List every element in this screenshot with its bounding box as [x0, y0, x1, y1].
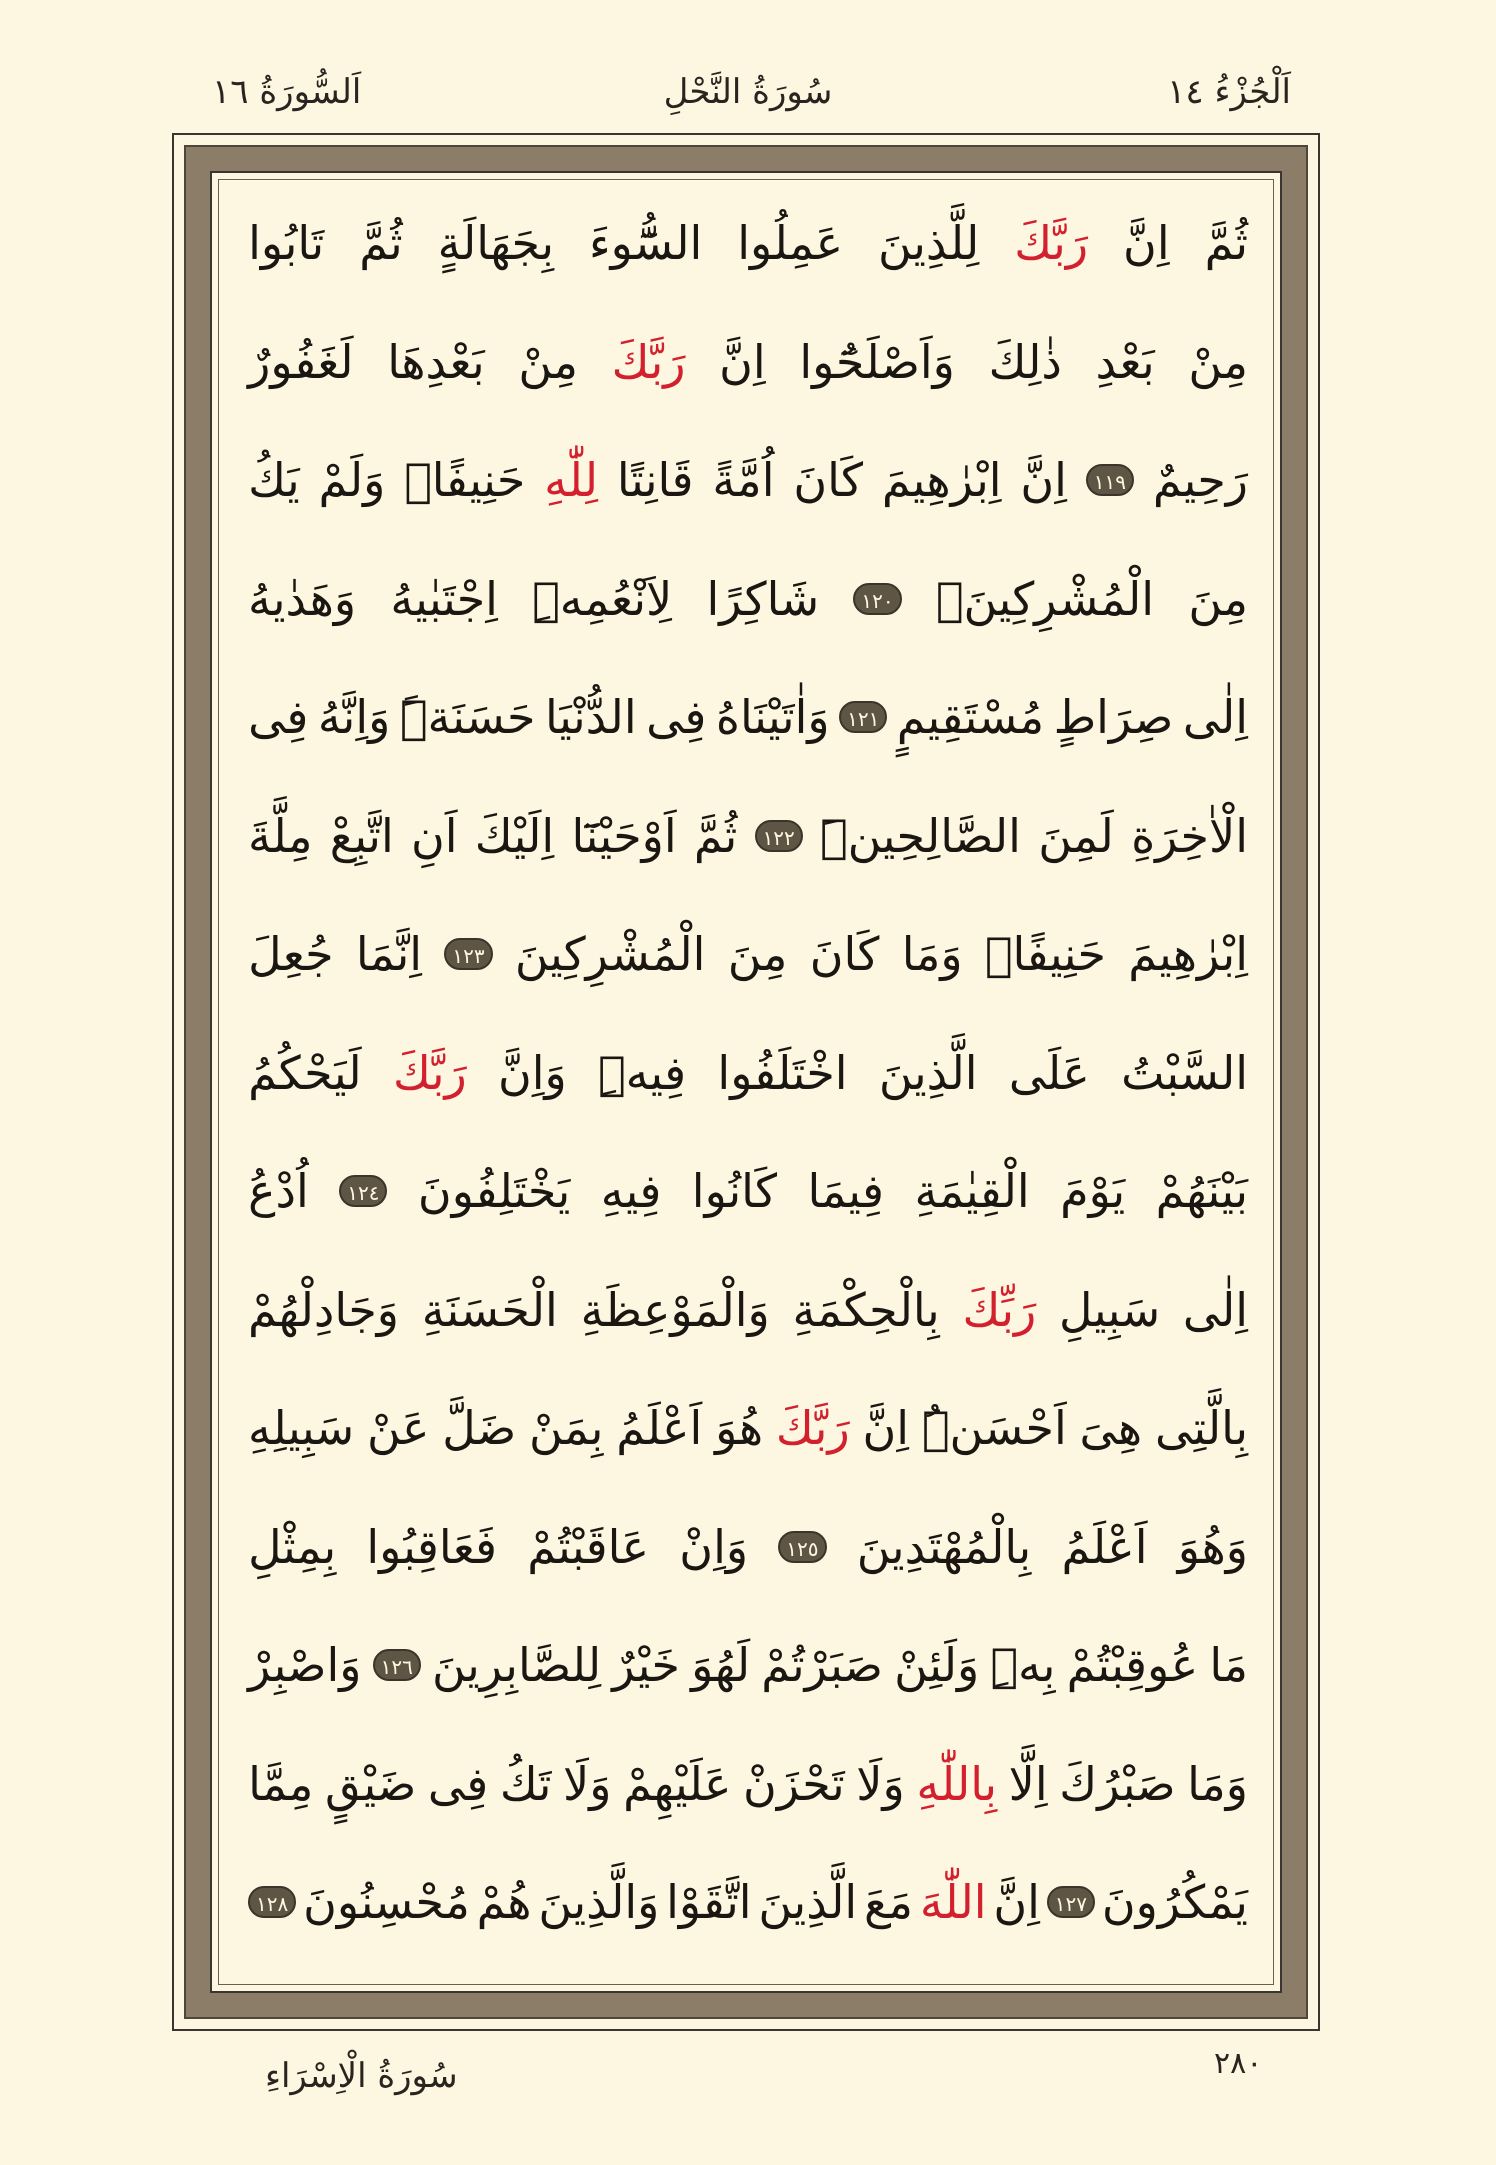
divine-name-word: اللّٰهَ — [919, 1875, 987, 1929]
word: وَلَئِنْ — [894, 1638, 980, 1692]
word: الْاٰخِرَةِ — [1131, 808, 1248, 863]
divine-name-word: رَبَّكَ — [611, 334, 686, 389]
word: ثُمَّ — [1204, 216, 1248, 270]
word: لَيَحْكُمُ — [248, 1045, 362, 1100]
word: وَمَا — [1187, 1756, 1248, 1811]
word: اَوْحَيْنَٓا — [571, 808, 677, 863]
word: تَكُ — [499, 1756, 552, 1811]
divine-name-word: رَبَّكَ — [392, 1045, 467, 1100]
word: وَاٰتَيْنَاهُ — [715, 690, 830, 744]
word: يَخْتَلِفُونَ — [417, 1164, 571, 1218]
word: فِيمَا — [807, 1164, 884, 1218]
text-line — [248, 309, 1248, 415]
word: بِالَّتِى — [1154, 1401, 1248, 1455]
word: لِاَنْعُمِهِۜ — [532, 571, 673, 626]
divine-name-word: رَبِّكَ — [962, 1282, 1037, 1337]
word: ذٰلِكَ — [988, 334, 1062, 389]
word: هِىَ — [1079, 1401, 1143, 1455]
word: الَّذِينَ — [758, 1875, 858, 1929]
word: لِلَّذِينَ — [878, 216, 980, 270]
word: بِمِثْلِ — [248, 1519, 337, 1574]
word: اُمَّةً — [712, 453, 775, 507]
word: فِى — [646, 690, 707, 744]
word: بِهِۜ — [990, 1638, 1056, 1692]
word: سَبِيلِهِ — [248, 1401, 355, 1455]
word: وَمَا — [901, 927, 963, 981]
ayah-number-marker: ١١٩ — [1086, 464, 1134, 496]
word: يَوْمَ — [1060, 1164, 1126, 1218]
word: فِى — [248, 690, 309, 744]
text-line — [248, 1849, 1248, 1955]
surah-number-label: اَلسُّورَةُ ١٦ — [212, 72, 362, 112]
word: عَاقَبْتُمْ — [527, 1519, 650, 1574]
word: مِنَ — [1188, 571, 1248, 626]
word: بِجَهَالَةٍ — [437, 216, 555, 270]
word: يَمْكُرُونَ — [1101, 1875, 1248, 1929]
word: عَنْ — [367, 1401, 430, 1455]
text-line — [248, 901, 1248, 1007]
ayah-number-marker: ١٢٧ — [1047, 1886, 1095, 1918]
ayah-number-marker: ١٢٣ — [444, 938, 492, 970]
word: عُوقِبْتُمْ — [1066, 1638, 1199, 1692]
word: اَعْلَمُ — [1061, 1519, 1148, 1574]
word: اِنَّ — [1123, 216, 1170, 270]
word: اِنَّ — [862, 1401, 910, 1455]
divine-name-word: بِاللّٰهِ — [916, 1756, 998, 1811]
word: مِمَّا — [248, 1756, 314, 1811]
word: اَعْلَمُ — [616, 1401, 703, 1455]
word: السَّبْتُ — [1121, 1045, 1248, 1100]
text-line — [248, 664, 1248, 770]
word: عَمِلُوا — [737, 216, 844, 270]
word: كَانَ — [793, 453, 864, 507]
word: اتَّبِعْ — [329, 808, 394, 863]
word: بِمَنْ — [528, 1401, 604, 1455]
word: عَلَيْهِمْ — [623, 1756, 732, 1811]
word: اُدْعُ — [248, 1164, 309, 1218]
word: مَا — [1209, 1638, 1248, 1692]
word: الصَّالِحِينَۜ — [820, 808, 1021, 863]
ayah-number-marker: ١٢٨ — [248, 1886, 296, 1918]
word: اَحْسَنُۜ — [921, 1401, 1067, 1455]
word: مِنْ — [1188, 334, 1248, 389]
word: مُحْسِنُونَ — [303, 1875, 470, 1929]
word: بِالْمُهْتَدِينَ — [856, 1519, 1032, 1574]
word: اِنَّ — [1020, 453, 1067, 507]
word: اِلَيْكَ — [474, 808, 555, 863]
word: وَالْمَوْعِظَةِ — [580, 1282, 770, 1337]
word: فِى — [427, 1756, 489, 1811]
word: اِنَّ — [993, 1875, 1040, 1929]
ayah-number-marker: ١٢٠ — [853, 583, 901, 615]
word: مُسْتَقِيمٍ — [896, 690, 1045, 744]
word: عَلَى — [1008, 1045, 1090, 1100]
word: الَّذِينَ — [878, 1045, 978, 1100]
word: الْقِيٰمَةِ — [914, 1164, 1030, 1218]
word: كَانُوا — [691, 1164, 778, 1218]
text-line — [248, 1375, 1248, 1481]
word: وَاِنْ — [679, 1519, 749, 1574]
divine-name-word: لِلّٰهِ — [544, 453, 599, 507]
word: اخْتَلَفُوا — [717, 1045, 848, 1100]
text-line — [248, 1612, 1248, 1718]
word: رَحِيمٌ — [1152, 453, 1248, 507]
word: حَنِيفًاۜ — [984, 927, 1106, 981]
word: هُوَ — [715, 1401, 764, 1455]
word: حَنِيفًاۜ — [404, 453, 526, 507]
word: قَانِتًا — [616, 453, 694, 507]
word: لِلصَّابِرِينَ — [431, 1638, 602, 1692]
word: وَهَدٰيهُ — [248, 571, 357, 626]
word: اِلٰى — [1182, 690, 1248, 744]
ayah-number-marker: ١٢٢ — [755, 820, 803, 852]
text-line — [248, 1257, 1248, 1363]
word: يَكُ — [248, 453, 300, 507]
word: اِنَّمَا — [355, 927, 423, 981]
word: هُمْ — [476, 1875, 532, 1929]
ayah-number-marker: ١٢٥ — [778, 1531, 826, 1563]
word: خَيْرٌ — [612, 1638, 680, 1692]
word: وَاَصْلَحُٓوا — [799, 334, 955, 389]
word: الْحَسَنَةِ — [421, 1282, 558, 1337]
word: لَهُوَ — [691, 1638, 751, 1692]
text-line — [248, 1020, 1248, 1126]
word: الدُّنْيَا — [544, 690, 637, 744]
ayah-number-marker: ١٢١ — [839, 701, 887, 733]
word: لَغَفُورٌ — [248, 334, 354, 389]
word: وَاصْبِرْ — [248, 1638, 362, 1692]
word: السُّٓوءَ — [589, 216, 703, 270]
text-line — [248, 1731, 1248, 1837]
text-line — [248, 546, 1248, 652]
word: الْمُشْرِكِينَۙ — [935, 571, 1155, 626]
word: ضَلَّ — [442, 1401, 517, 1455]
quran-text-block — [248, 190, 1248, 1970]
word: ضَيْقٍ — [325, 1756, 417, 1811]
word: اِلٰى — [1182, 1282, 1248, 1337]
word: فِيهِۜ — [598, 1045, 687, 1100]
word: فِيهِ — [600, 1164, 662, 1218]
word: ثُمَّ — [359, 216, 403, 270]
text-line — [248, 190, 1248, 296]
text-line — [248, 783, 1248, 889]
word: مِنَ — [727, 927, 788, 981]
word: تَحْزَنْ — [743, 1756, 845, 1811]
word: اِبْرٰهِيمَ — [881, 453, 1002, 507]
word: تَابُوا — [248, 216, 325, 270]
word: مِنْ — [518, 334, 578, 389]
word: بَيْنَهُمْ — [1155, 1164, 1248, 1218]
text-line — [248, 1494, 1248, 1600]
word: اِجْتَبٰيهُ — [390, 571, 498, 626]
juz-label: اَلْجُزْءُ ١٤ — [1167, 72, 1291, 112]
word: جُعِلَ — [248, 927, 334, 981]
word: وَجَادِلْهُمْ — [248, 1282, 400, 1337]
word: بَعْدِ — [1095, 334, 1155, 389]
word: اِنَّ — [719, 334, 766, 389]
word: لَمِنَ — [1038, 808, 1114, 863]
word: وَهُوَ — [1177, 1519, 1248, 1574]
divine-name-word: رَبَّكَ — [775, 1401, 850, 1455]
surah-title: سُورَةُ النَّحْلِ — [663, 72, 833, 112]
next-surah-catchword: سُورَةُ الْاِسْرَاءِ — [265, 2056, 458, 2096]
word: بِالْحِكْمَةِ — [792, 1282, 940, 1337]
page-header — [0, 72, 1496, 122]
word: مَعَ — [863, 1875, 914, 1929]
page-number: ٢٨٠ — [1214, 2046, 1263, 2081]
word: اتَّقَوْا — [666, 1875, 752, 1929]
word: صَبْرُكَ — [1059, 1756, 1176, 1811]
word: الْمُشْرِكِينَ — [514, 927, 706, 981]
word: فَعَاقِبُوا — [366, 1519, 498, 1574]
word: وَاِنَّ — [498, 1045, 567, 1100]
word: اِبْرٰهِيمَ — [1128, 927, 1248, 981]
ayah-number-marker: ١٢٦ — [373, 1649, 421, 1681]
divine-name-word: رَبَّكَ — [1014, 216, 1089, 270]
word: حَسَنَةًۜ — [399, 690, 536, 744]
word: كَانَ — [809, 927, 880, 981]
word: وَالَّذِينَ — [538, 1875, 660, 1929]
text-line — [248, 427, 1248, 533]
word: اَنِ — [410, 808, 458, 863]
word: سَبِيلِ — [1058, 1282, 1161, 1337]
text-line — [248, 1138, 1248, 1244]
word: مِلَّةَ — [248, 808, 313, 863]
ayah-number-marker: ١٢٤ — [339, 1175, 387, 1207]
word: ثُمَّ — [693, 808, 738, 863]
word: وَلَمْ — [318, 453, 386, 507]
word: صَبَرْتُمْ — [761, 1638, 883, 1692]
word: وَلَا — [856, 1756, 905, 1811]
word: صِرَاطٍ — [1053, 690, 1174, 744]
word: شَاكِرًا — [706, 571, 820, 626]
word: بَعْدِهَا — [387, 334, 485, 389]
word: وَلَا — [563, 1756, 612, 1811]
word: اِلَّا — [1008, 1756, 1048, 1811]
word: وَاِنَّهُ — [317, 690, 391, 744]
